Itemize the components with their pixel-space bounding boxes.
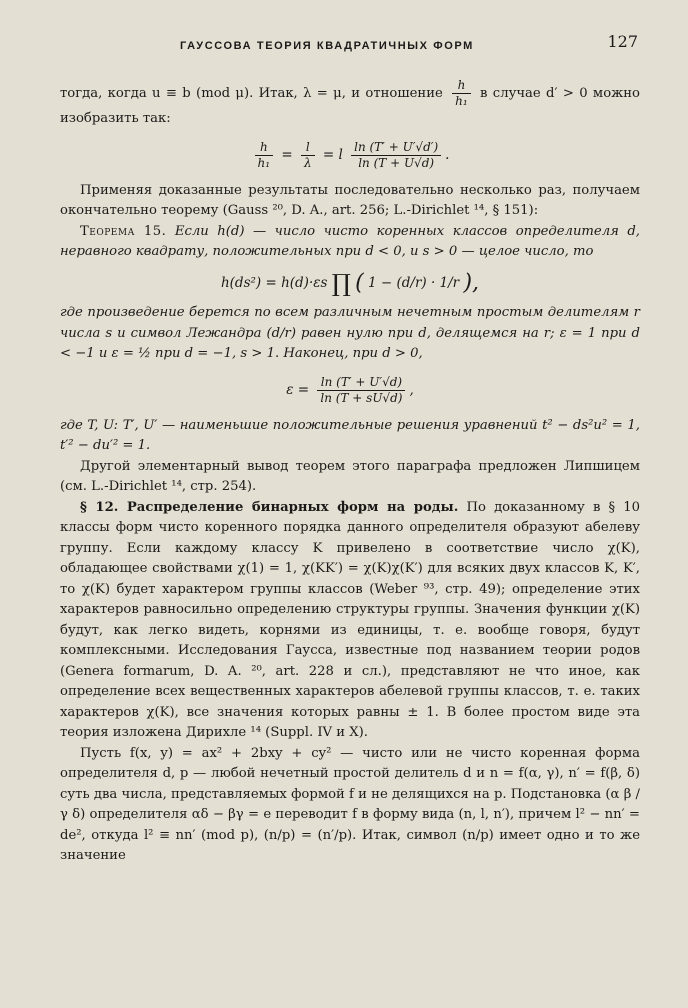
formula-epsilon: ε = $\frac{\ln (T' + U'√d)}{\ln (T + sU√d)}$ , [286, 374, 414, 405]
formula-ratio: $\frac{h}{\text{h₁}}$ = $\frac{l}{\lambda}$ = l $\frac{\ln (T' + U'√d')}{\ln (T + U√d)}$ . [60, 140, 640, 171]
paragraph-2: Применяя доказанные результаты последовательно несколько раз, получаем окончательно теорему (Gauss ²⁰, D. A., art. 256; L.-Dirichlet ¹⁴, § 151): [60, 182, 640, 218]
section-12: § 12. Распределение бинарных форм на роды. По доказанному в § 10 классы форм чисто коренного порядка данного определителя образуют абелеву группу. Если каждому классу K привелено в соответствие число χ(K), обладающее свойствами χ(1) = 1, χ(KK′) = χ(K)χ(K′) для всяких двух классов K, K′, то χ(K) будет характером группы классов (Weber ⁹³, стр. 49); определение этих характеров равносильно определению структуры группы. Значения функции χ(K) будут, как легко видеть, корнями из единицы, т. е. вообще говоря, будут комплексными. Исследования Гаусса, известные под названием теории родов (Genera formarum, D. A. ²⁰, art. 228 и сл.), представляют не что иное, как определение всех вещественных характеров абелевой группы классов, т. е. таких характеров χ(K), все значения которых равны ± 1. В более простом виде эта теория изложена Дирихле ¹⁴ (Suppl. IV и X). [60, 499, 640, 741]
paragraph-4: где T, U: T′, U′ — наименьшие положительные решения уравнений t² − ds²u² = 1, t′² − du′² = 1. [60, 417, 640, 454]
paragraph-6: Пусть f(x, y) = ax² + 2bxy + cy² — чисто или не чисто коренная форма определителя d, p — любой нечетный простой делитель d и n = f(α, γ), n′ = f(β, δ) суть два числа, представляемых формой f и не делящихся на p. Подстановка (α β / γ δ) определителя αδ − βγ = e переводит f в форму вида (n, l, n′), причем l² − nn′ = de², откуда l² ≡ nn′ (mod p), (n/p) = (n′/p). Итак, символ (n/p) имеет одно и то же значение [60, 745, 640, 864]
paragraph-3: где произведение берется по всем различным нечетным простым делителям r числа s и символ Лежандра (d/r) равен нулю при d, делящемся на r; ε = 1 при d < −1 и ε = ½ при d = −1, s > 1. Наконец, при d > 0, [60, 305, 640, 362]
ratio-fraction: $\frac{h}{\text{h₁}}$ [452, 78, 471, 109]
running-title: ГАУССОВА ТЕОРИЯ КВАДРАТИЧНЫХ ФОРМ [180, 40, 474, 52]
paragraph-1: тогда, когда u ≡ b (mod μ). Итак, λ = μ, и отношение $\frac{h}{\text{h₁}}$ в случае d′ > 0 можно изобразить так: [60, 78, 640, 126]
book-page [60, 28, 640, 988]
formula-class-number: h(ds²) = h(d)·εs ∏ ( 1 − (d/r) · 1/r ), [220, 268, 480, 297]
paragraph-5: Другой элементарный вывод теорем этого параграфа предложен Липшицем (см. L.-Dirichlet ¹⁴, стр. 254). [60, 458, 640, 495]
page-number: 127 [607, 32, 638, 51]
theorem-15: Теорема 15. Если h(d) — число чисто коренных классов определителя d, неравного квадрату, положительных при d < 0, и s > 0 — целое число, то [60, 223, 640, 259]
page-header [60, 28, 640, 54]
section-title: § 12. Распределение бинарных форм на роды. [80, 499, 459, 515]
